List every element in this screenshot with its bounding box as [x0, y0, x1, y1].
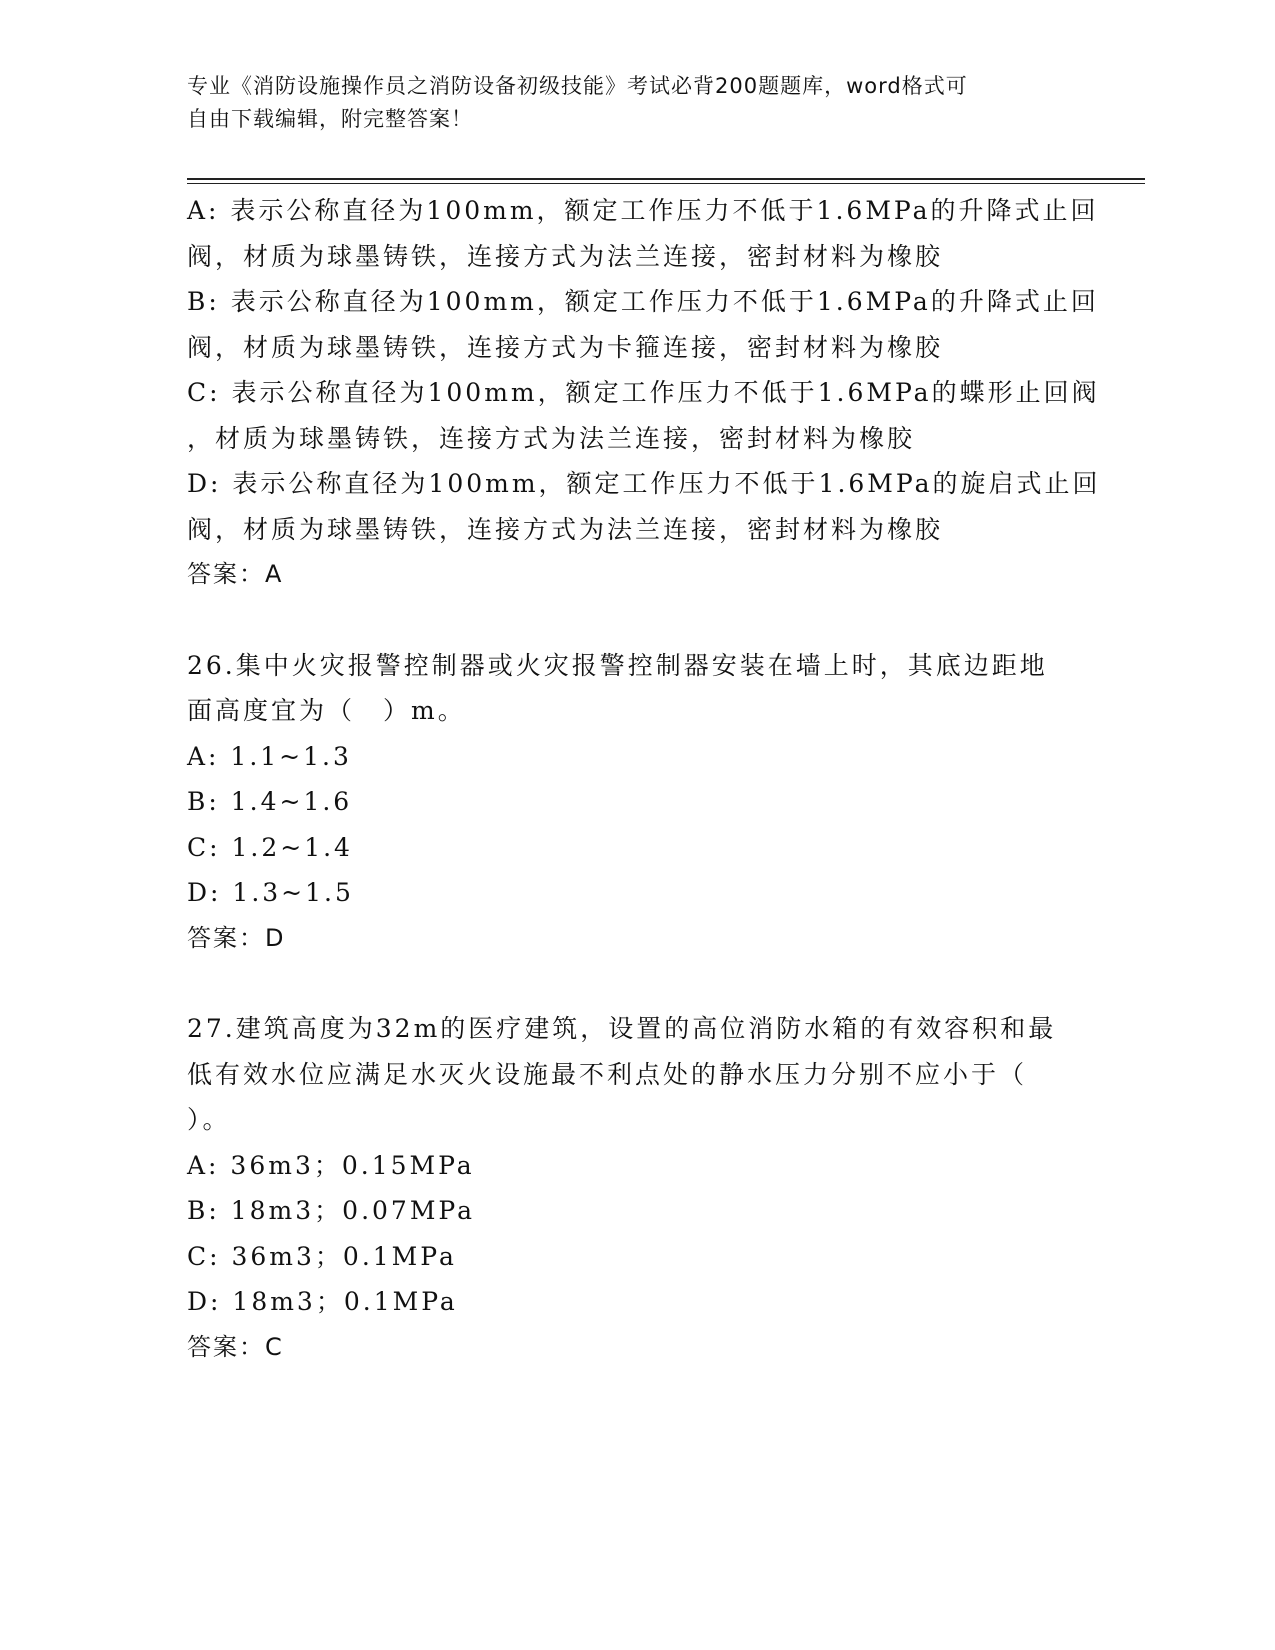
q25-option-c-line-2: ，材质为球墨铸铁，连接方式为法兰连接，密封材料为橡胶 — [187, 423, 916, 453]
q27-option-c: C: 36m3；0.1MPa — [187, 1241, 457, 1271]
header-divider-thick — [187, 178, 1145, 180]
q27-stem-line-2: 低有效水位应满足水灭火设施最不利点处的静水压力分别不应小于（ — [187, 1059, 1028, 1089]
q25-option-a-line-1: A: 表示公称直径为100mm，额定工作压力不低于1.6MPa的升降式止回 — [187, 196, 1099, 225]
document-header — [187, 70, 1087, 136]
question-27-block — [187, 1006, 1087, 1370]
q25-option-b-line-1: B: 表示公称直径为100mm，额定工作压力不低于1.6MPa的升降式止回 — [187, 287, 1099, 316]
q26-stem-line-1: 26.集中火灾报警控制器或火灾报警控制器安装在墙上时，其底边距地 — [187, 650, 1048, 680]
q26-option-d: D: 1.3~1.5 — [187, 878, 354, 907]
q25-answer: 答案：A — [187, 560, 284, 588]
spacer — [187, 598, 1087, 643]
q27-stem-line-1: 27.建筑高度为32m的医疗建筑，设置的高位消防水箱的有效容积和最 — [187, 1014, 1057, 1043]
q27-answer: 答案：C — [187, 1332, 284, 1361]
header-divider-thin — [187, 183, 1145, 184]
q26-answer: 答案：D — [187, 923, 286, 952]
q27-option-a: A: 36m3；0.15MPa — [187, 1150, 475, 1180]
q27-stem-line-3: ）。 — [187, 1105, 231, 1134]
question-list — [187, 188, 1101, 1370]
q26-option-a: A: 1.1~1.3 — [187, 741, 352, 771]
q25-option-a-line-2: 阀，材质为球墨铸铁，连接方式为法兰连接，密封材料为橡胶 — [187, 241, 944, 271]
header-line-2: 自由下载编辑，附完整答案！ — [187, 107, 473, 131]
q25-option-c-line-1: C: 表示公称直径为100mm，额定工作压力不低于1.6MPa的蝶形止回阀 — [187, 378, 1100, 407]
header-line-1: 专业《消防设施操作员之消防设备初级技能》考试必背200题题库，word格式可 — [187, 74, 968, 98]
spacer — [187, 961, 1087, 1006]
q26-option-c: C: 1.2~1.4 — [187, 832, 353, 862]
q25-option-d-line-1: D: 表示公称直径为100mm，额定工作压力不低于1.6MPa的旋启式止回 — [187, 469, 1101, 498]
question-26-block — [187, 643, 1087, 962]
q25-option-b-line-2: 阀，材质为球墨铸铁，连接方式为卡箍连接，密封材料为橡胶 — [187, 332, 944, 362]
question-25-block — [187, 188, 1101, 598]
q25-option-d-line-2: 阀，材质为球墨铸铁，连接方式为法兰连接，密封材料为橡胶 — [187, 514, 944, 544]
q26-option-b: B: 1.4~1.6 — [187, 787, 353, 816]
q27-option-d: D: 18m3；0.1MPa — [187, 1287, 458, 1316]
q26-stem-line-2: 面高度宜为（ ）m。 — [187, 696, 466, 725]
q27-option-b: B: 18m3；0.07MPa — [187, 1196, 476, 1225]
